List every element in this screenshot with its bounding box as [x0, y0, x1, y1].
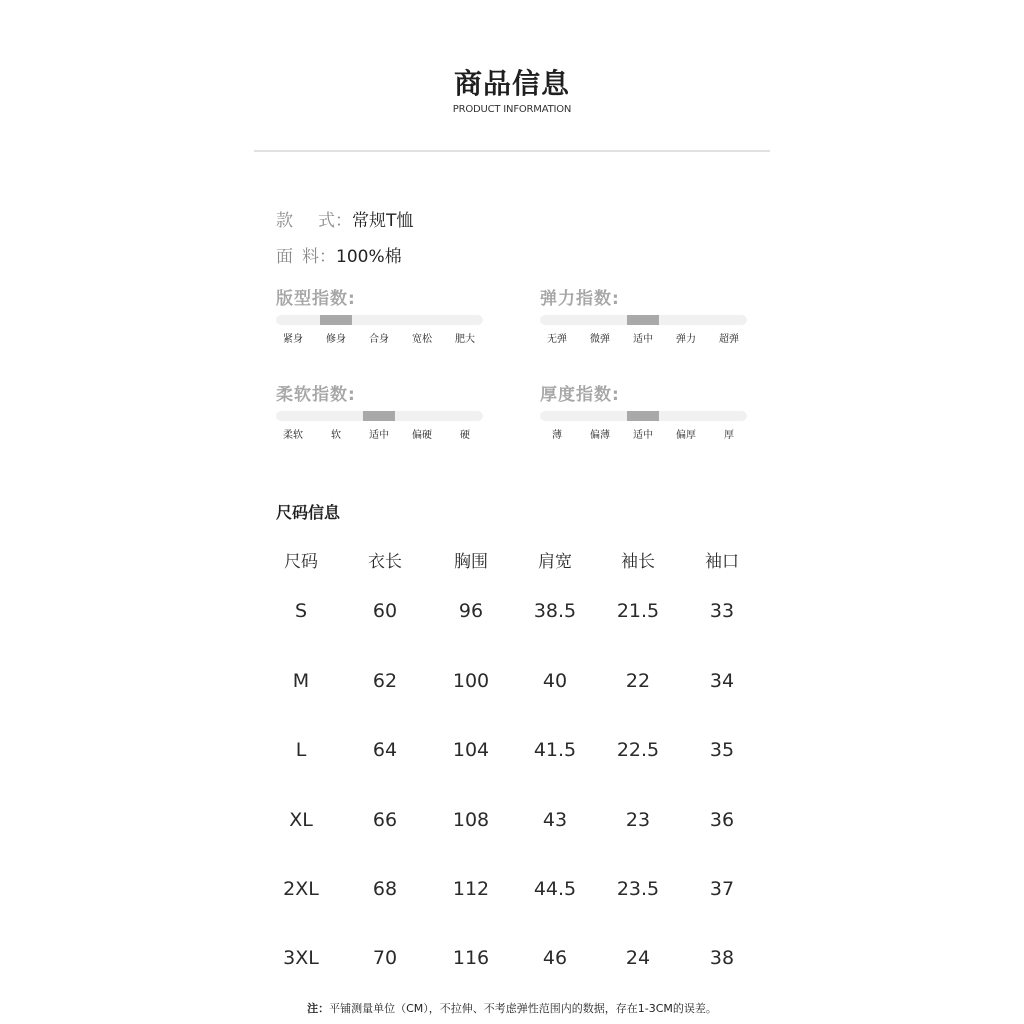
- index-option: 微弹: [590, 334, 610, 345]
- index-option: 偏薄: [590, 430, 610, 441]
- table-cell: 24: [625, 947, 651, 969]
- index-option: 紧身: [283, 334, 303, 345]
- index-track: [540, 315, 747, 325]
- index-title: 厚度指数:: [540, 385, 620, 405]
- spec-fabric-value: 100%棉: [336, 247, 402, 267]
- page-subtitle: PRODUCT INFORMATION: [452, 104, 572, 115]
- table-cell: 100: [452, 670, 490, 692]
- table-cell: 46: [542, 947, 568, 969]
- index-title: 柔软指数:: [276, 385, 356, 405]
- table-cell: 34: [709, 670, 735, 692]
- index-option: 宽松: [412, 334, 432, 345]
- table-cell: 22: [625, 670, 651, 692]
- index-option: 适中: [633, 334, 653, 345]
- table-header-cell: 肩宽: [538, 552, 572, 572]
- table-cell: 40: [542, 670, 568, 692]
- table-cell: 38.5: [533, 600, 577, 622]
- index-marker: [363, 411, 395, 421]
- index-option: 肥大: [455, 334, 475, 345]
- table-row-size: S: [294, 600, 308, 622]
- table-cell: 96: [458, 600, 484, 622]
- table-cell: 35: [709, 739, 735, 761]
- table-row-size: M: [292, 670, 310, 692]
- index-track: [276, 315, 483, 325]
- table-cell: 64: [372, 739, 398, 761]
- index-option: 弹力: [676, 334, 696, 345]
- index-option: 无弹: [547, 334, 567, 345]
- index-option: 偏厚: [676, 430, 696, 441]
- index-option: 修身: [326, 334, 346, 345]
- spec-fabric-label: 面 料：: [276, 247, 336, 267]
- table-cell: 36: [709, 809, 735, 831]
- index-option: 偏硬: [412, 430, 432, 441]
- index-fit: [276, 284, 475, 345]
- table-cell: 43: [542, 809, 568, 831]
- index-option: 适中: [369, 430, 389, 441]
- page-title: 商品信息: [453, 67, 570, 100]
- table-cell: 41.5: [533, 739, 577, 761]
- table-cell: 37: [709, 878, 735, 900]
- index-marker: [627, 315, 659, 325]
- table-cell: 62: [372, 670, 398, 692]
- spec-fabric-row: [276, 242, 402, 267]
- table-cell: 23.5: [616, 878, 660, 900]
- table-cell: 23: [625, 809, 651, 831]
- index-option: 适中: [633, 430, 653, 441]
- table-header-cell: 袖长: [621, 552, 655, 572]
- table-cell: 22.5: [616, 739, 660, 761]
- index-track: [276, 411, 483, 421]
- index-option: 薄: [552, 430, 562, 441]
- table-header-cell: 袖口: [705, 552, 739, 572]
- table-header-cell: 尺码: [284, 552, 318, 572]
- table-cell: 70: [372, 947, 398, 969]
- index-track: [540, 411, 747, 421]
- index-option: 软: [331, 430, 341, 441]
- index-option: 超弹: [719, 334, 739, 345]
- index-title: 版型指数:: [276, 289, 356, 309]
- table-cell: 66: [372, 809, 398, 831]
- spec-style-label: 款 式：: [276, 211, 352, 231]
- table-row-size: L: [295, 739, 307, 761]
- table-row-size: XL: [289, 809, 313, 831]
- index-elasticity: [540, 284, 739, 345]
- spec-style-row: [276, 206, 413, 231]
- table-cell: 33: [709, 600, 735, 622]
- size-table-title: 尺码信息: [276, 503, 341, 522]
- table-cell: 108: [452, 809, 490, 831]
- index-thickness: [540, 380, 734, 441]
- table-header-cell: 胸围: [454, 552, 488, 572]
- table-row-size: 2XL: [283, 878, 319, 900]
- table-cell: 44.5: [533, 878, 577, 900]
- measurement-note: 注：平铺测量单位（CM），不拉伸、不考虑弹性范围内的数据，存在1-3CM的误差。: [307, 1002, 717, 1015]
- index-option: 柔软: [283, 430, 303, 441]
- index-option: 硬: [460, 430, 470, 441]
- index-softness: [276, 380, 470, 441]
- table-row-size: 3XL: [283, 947, 319, 969]
- table-cell: 104: [452, 739, 490, 761]
- index-option: 合身: [369, 334, 389, 345]
- index-option: 厚: [724, 430, 734, 441]
- table-cell: 112: [452, 878, 490, 900]
- index-marker: [320, 315, 352, 325]
- spec-style-value: 常规T恤: [352, 211, 414, 231]
- table-cell: 38: [709, 947, 735, 969]
- table-header-cell: 衣长: [368, 552, 402, 572]
- index-marker: [627, 411, 659, 421]
- table-cell: 68: [372, 878, 398, 900]
- table-cell: 21.5: [616, 600, 660, 622]
- table-cell: 116: [452, 947, 490, 969]
- index-title: 弹力指数:: [540, 289, 620, 309]
- header-divider: [254, 150, 770, 152]
- table-cell: 60: [372, 600, 398, 622]
